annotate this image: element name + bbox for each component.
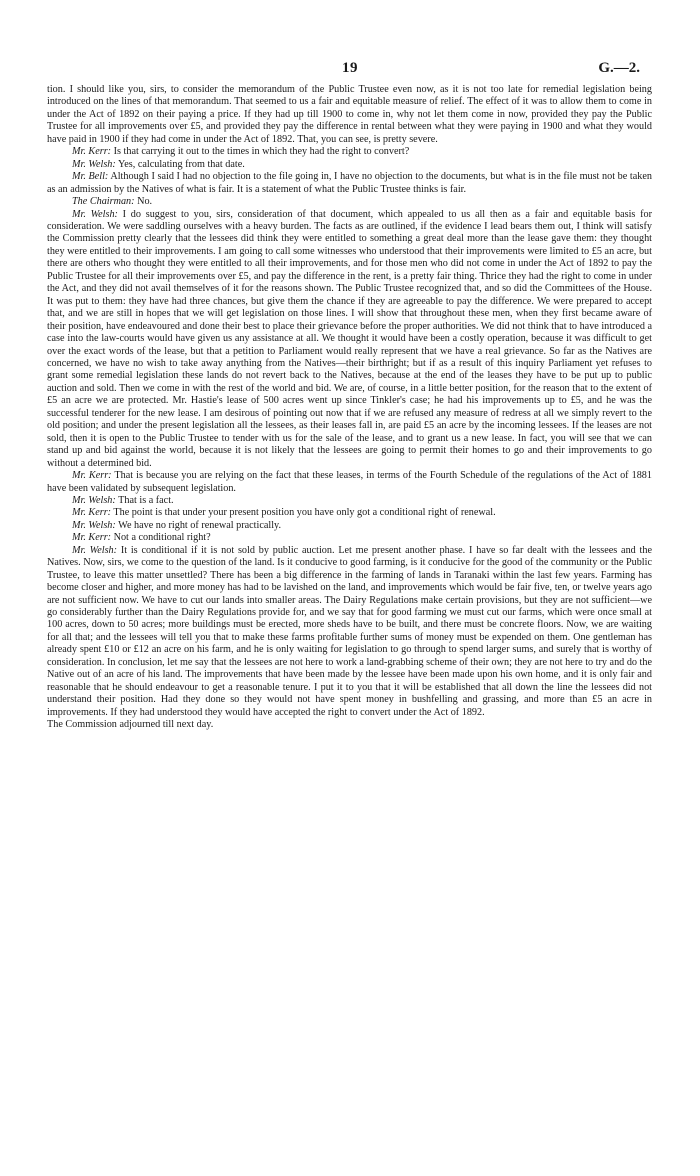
- speaker-name: Mr. Kerr:: [72, 146, 112, 158]
- speaker-name: Mr. Welsh:: [72, 544, 118, 556]
- paragraph: [47, 196, 652, 208]
- paragraph: [47, 495, 652, 507]
- paragraph: [47, 545, 652, 719]
- closing-line: The Commission adjourned till next day.: [47, 719, 214, 731]
- paragraph: [47, 171, 652, 196]
- document-reference: G.—2.: [598, 60, 640, 76]
- paragraph-text: It is conditional if it is not sold by public auction. Let me present another phase. I have so far dealt with the lessees and the Natives. Now, sirs, we come to the question of the land. Is it conducive to good farming, is it conducive for the good of the community or the Public Trustee, to leave this matter unsettled? There has been a big difference in the farming of lands in Taranaki within the last few years. Farming has become closer and higher, and more money has had to be lavished on the land, and improvements which would be fair five, ten, or twelve years ago are not sufficient now. We have to cut our lands into smaller areas. The Dairy Regulations make certain provisions, but they are not sufficient—we go considerably further than the Dairy Regulations provide for, and we say that for good farming we must cut our farms, which were once small at 100 acres, down to 50 acres; more buildings must be erected, more sheds have to be built, and there must be concrete floors. Now, we are waiting for all that; and the lessees will tell you that to make these farms profitable further sums of money must be expended on them. One gentleman has already spent £10 or £12 an acre on his farm, and he is only waiting for legislation to go through to spend larger sums, and surely that is worthy of consideration. In conclusion, let me say that the lessees are not here to work a land-grabbing scheme of their own; they are not here to try and do the Native out of an acre of his land. The improvements that have been made by the lessee have been made upon his own home, and it is only fair and reasonable that he should endeavour to get a reasonable tenure. I put it to you that it will be established that all down the line the lessees did not understand their position. Had they done so they would not have spent money in bushfelling and grassing, and more than £5 an acre in improvements. If they had understood they would have accepted the right to convert under the Act of 1892.: [47, 544, 652, 718]
- paragraph: [47, 532, 652, 544]
- page-header: [0, 60, 700, 80]
- paragraph-text: Yes, calculating from that date.: [115, 158, 245, 170]
- paragraph-text: That is a fact.: [115, 494, 174, 506]
- speaker-name: Mr. Kerr:: [72, 532, 112, 544]
- page-number: 19: [342, 60, 358, 76]
- paragraph: [47, 146, 652, 158]
- paragraph-text: I do suggest to you, sirs, consideration of that document, which appealed to us all then as a fair and equitable basis for consideration. We were saddling ourselves with a heavy burden. The facts as are outlined, if the evidence I lead bears them out, I think will satisfy the Commission pretty clearly that the lessees did think they were entitled to something a great deal more than the lease gave them: they thought they were entitled to their improvements. I am going to call some witnesses who understood that their improvements were limited to £5 an acre, but there are others who thought they were entitled to all their improvements, and for those men who did not come in under the Act of 1892 to pay the Public Trustee for all their improvements over £5, and pay the difference in the rent, is a pretty fair thing. Thrice they had the right to come in under the Act, and they did not avail themselves of it for the reasons shown. The Public Trustee recognized that, and so did the Committees of the House. It was put to them: they have had three chances, but give them the chance if they are agreeable to pay the difference. We were prepared to accept that, and we are still in hopes that we will get legislation on those lines. I will show that throughout these men, when they first became aware of their position, have endeavoured and done their best to place their grievance before the proper authorities. We did not think that to have introduced a case into the law-courts would have given us any assistance at all. We thought it would have been a costly operation, because it was difficult to get over the exact words of the lease, but that a petition to Parliament would really represent that we have a real grievance. So far as the Natives are concerned, we have no wish to take away anything from the Natives—their birthright; but if as a result of this inquiry Parliament yet refuses to grant some remedial legislation these lands do not revert back to the Natives, because at the end of the leases they have to be put up to public auction and sold. Then we come in with the rest of the world and bid. We are, of course, in a little better position, for the reason that to the extent of £5 an acre we are protected. Mr. Hastie's lease of 500 acres went up since Tinkler's case; he had his improvements up to £5, and he was the successful tenderer for the new lease. I am desirous of pointing out now that if we are refused any measure of redress at all we simply revert to the old position; and under the present legislation all the lessees, as their leases fall in, are paid £5 an acre by the incoming lessees. If the leases are not sold, then it is open to the Public Trustee to tender with us for the sale of the lease, and to grant us a new lease. In fact, you will see that we can stand up and bid against the world, because it is not likely that the lessees are going to permit their homes to go and their improvements to go without a determined bid.: [47, 208, 652, 469]
- body-text: [47, 84, 652, 732]
- paragraph: [47, 209, 652, 471]
- paragraph: [47, 470, 652, 495]
- paragraph-text: The point is that under your present position you have only got a conditional right of renewal.: [111, 507, 496, 519]
- paragraph: [47, 84, 652, 146]
- paragraph: [47, 507, 652, 519]
- paragraph-text: tion. I should like you, sirs, to consider the memorandum of the Public Trustee even now, as it is not too late for remedial legislation being introduced on the lines of that memorandum. That seemed to us a fair and equitable measure of relief. The effect of it was to allow them to come in under the Act of 1892 on their paying a price. If they had up till 1900 to come in, why not let them come in now, provided they pay the Public Trustee for all improvements over £5, and provided they pay the difference in rental between what they were paying in 1900 and what they would have paid in 1900 if they had come in under the Act of 1892. That, you can see, is pretty severe.: [47, 84, 652, 145]
- speaker-name: Mr. Bell:: [72, 171, 109, 183]
- paragraph: [47, 159, 652, 171]
- speaker-name: Mr. Welsh:: [72, 158, 116, 170]
- speaker-name: The Chairman:: [72, 196, 135, 208]
- speaker-name: Mr. Welsh:: [72, 519, 116, 531]
- speaker-name: Mr. Welsh:: [72, 208, 118, 220]
- paragraph: [47, 520, 652, 532]
- speaker-name: Mr. Kerr:: [72, 470, 112, 482]
- paragraph-text: That is because you are relying on the fact that these leases, in terms of the Fourth Schedule of the regulations of the Act of 1881 have been validated by subsequent legislation.: [47, 470, 652, 494]
- paragraph-text: Is that carrying it out to the times in which they had the right to convert?: [111, 146, 410, 158]
- paragraph-text: We have no right of renewal practically.: [115, 519, 282, 531]
- speaker-name: Mr. Welsh:: [72, 494, 116, 506]
- paragraph-text: Not a conditional right?: [111, 532, 211, 544]
- speaker-name: Mr. Kerr:: [72, 507, 112, 519]
- paragraph-text: Although I said I had no objection to the file going in, I have no objection to the documents, but what is in the file must not be taken as an admission by the Natives of what is fair. It is a statement of what the Public Trustee thinks is fair.: [47, 171, 652, 195]
- paragraph-text: No.: [134, 196, 153, 208]
